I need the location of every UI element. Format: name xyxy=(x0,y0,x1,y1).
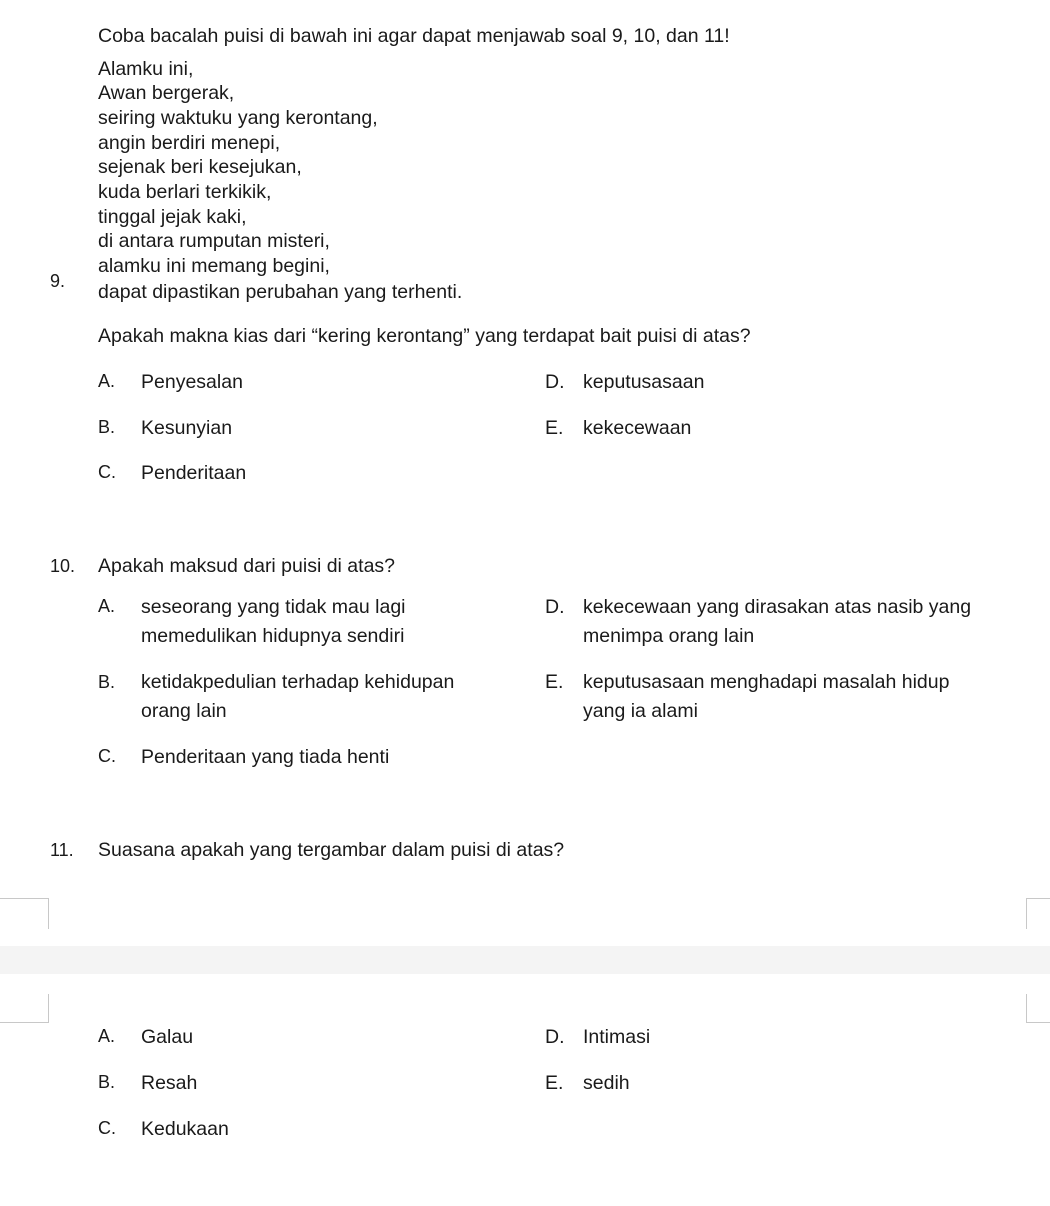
question-number-9: 9. xyxy=(50,271,66,291)
option-letter-11b: B. xyxy=(98,1072,116,1092)
option-text-11e[interactable]: sedih xyxy=(583,1072,630,1094)
question-11-text: Suasana apakah yang tergambar dalam puisi di atas? xyxy=(98,839,565,861)
crop-mark-bottom-right xyxy=(1026,994,1050,1023)
option-text-11b[interactable]: Resah xyxy=(141,1072,198,1094)
option-letter-10b: B. xyxy=(98,672,116,692)
poem-line: Alamku ini, xyxy=(98,58,194,80)
crop-mark-top-right xyxy=(1026,898,1050,929)
option-text-10a-line1[interactable]: seseorang yang tidak mau lagi xyxy=(141,596,406,618)
question-number-11: 11. xyxy=(50,840,74,860)
poem-line: angin berdiri menepi, xyxy=(98,132,281,154)
option-letter-9c: C. xyxy=(98,462,116,482)
option-text-9a[interactable]: Penyesalan xyxy=(141,371,243,393)
option-letter-11c: C. xyxy=(98,1118,116,1138)
option-text-9d[interactable]: keputusasaan xyxy=(583,371,705,393)
option-letter-9d: D. xyxy=(545,371,565,393)
option-text-10e-line1[interactable]: keputusasaan menghadapi masalah hidup xyxy=(583,671,950,693)
option-text-11c[interactable]: Kedukaan xyxy=(141,1118,229,1140)
poem-line: tinggal jejak kaki, xyxy=(98,206,247,228)
poem-line: alamku ini memang begini, xyxy=(98,255,330,277)
option-letter-9a: A. xyxy=(98,371,116,391)
option-letter-11a: A. xyxy=(98,1026,116,1046)
poem-line: Awan bergerak, xyxy=(98,82,235,104)
option-text-9c[interactable]: Penderitaan xyxy=(141,462,247,484)
option-text-10a-line2[interactable]: memedulikan hidupnya sendiri xyxy=(141,625,405,647)
poem-line: sejenak beri kesejukan, xyxy=(98,156,302,178)
option-text-10b-line1[interactable]: ketidakpedulian terhadap kehidupan xyxy=(141,671,455,693)
option-text-9e[interactable]: kekecewaan xyxy=(583,417,692,439)
option-text-10d-line1[interactable]: kekecewaan yang dirasakan atas nasib yang xyxy=(583,596,972,618)
option-text-10e-line2[interactable]: yang ia alami xyxy=(583,700,698,722)
poem-line: dapat dipastikan perubahan yang terhenti. xyxy=(98,281,463,303)
option-letter-11d: D. xyxy=(545,1026,565,1048)
question-10-text: Apakah maksud dari puisi di atas? xyxy=(98,555,396,577)
option-text-11a[interactable]: Galau xyxy=(141,1026,194,1048)
option-text-9b[interactable]: Kesunyian xyxy=(141,417,233,439)
poem-line: seiring waktuku yang kerontang, xyxy=(98,107,378,129)
option-letter-10d: D. xyxy=(545,596,565,618)
crop-mark-bottom-left xyxy=(0,994,49,1023)
option-text-10b-line2[interactable]: orang lain xyxy=(141,700,227,722)
option-letter-9e: E. xyxy=(545,417,564,439)
option-text-10c-line1[interactable]: Penderitaan yang tiada henti xyxy=(141,746,390,768)
question-number-10: 10. xyxy=(50,556,76,576)
option-letter-10e: E. xyxy=(545,671,564,693)
instruction-text: Coba bacalah puisi di bawah ini agar dapat menjawab soal 9, 10, dan 11! xyxy=(98,25,730,47)
option-letter-10a: A. xyxy=(98,596,116,616)
option-text-11d[interactable]: Intimasi xyxy=(583,1026,651,1048)
option-letter-9b: B. xyxy=(98,417,116,437)
option-text-10d-line2[interactable]: menimpa orang lain xyxy=(583,625,755,647)
crop-mark-top-left xyxy=(0,898,49,929)
option-letter-10c: C. xyxy=(98,746,116,766)
question-9-text: Apakah makna kias dari “kering kerontang” yang terdapat bait puisi di atas? xyxy=(98,325,751,347)
poem-line: kuda berlari terkikik, xyxy=(98,181,272,203)
option-letter-11e: E. xyxy=(545,1072,564,1094)
page-break xyxy=(0,946,1050,974)
poem-line: di antara rumputan misteri, xyxy=(98,230,330,252)
